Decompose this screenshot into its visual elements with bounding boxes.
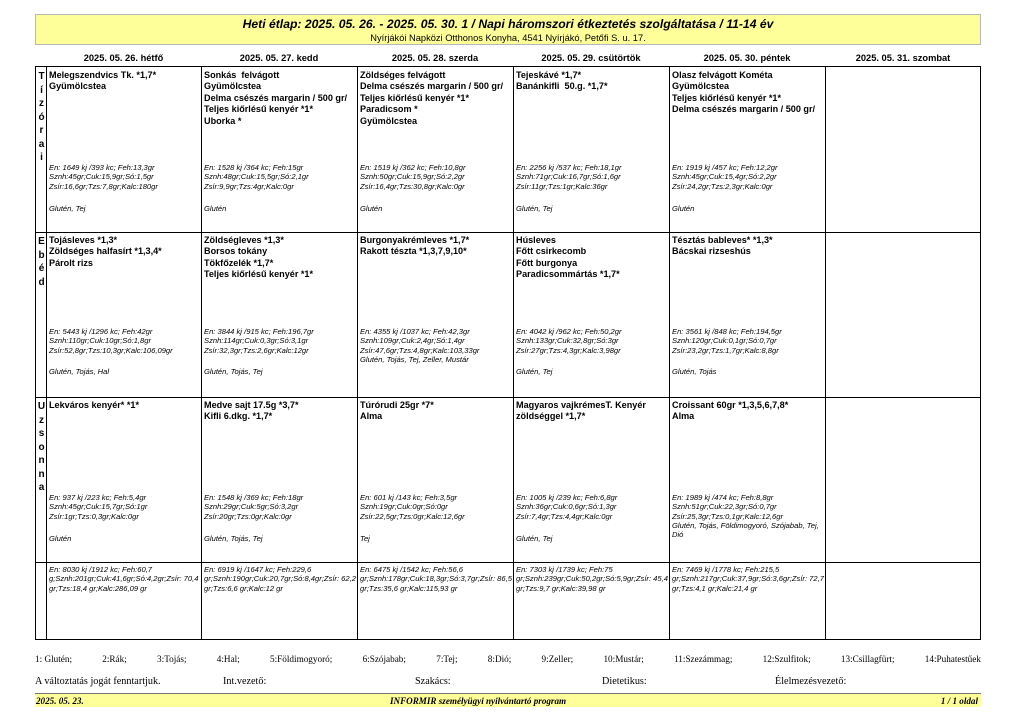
meal-label-letter: o [38,441,45,453]
meal-label-letter: i [40,152,43,163]
meal-label-letter: a [38,482,45,493]
allergen-list: Glutén, Tojás, Tej [204,534,263,543]
nutrition-info: En: 937 kj /223 kc; Feh:5,4gr Sznh:45gr;Cuk:15,7gr;Só:1gr Zsír:1gr;Tzs:0,3gr;Kalc:0gr [49,493,148,521]
dish-list: Croissant 60gr *1,3,5,6,7,8* Alma [672,400,789,422]
dish-list: Túrórudi 25gr *7* Alma [360,400,434,422]
menu-grid [35,66,981,640]
menu-header [35,14,981,45]
dish-list: Tésztás bableves* *1,3* Bácskai rizseshús [672,235,773,257]
allergen-list: Glutén [204,204,227,213]
menu-cell-empty [826,235,981,396]
legend-item: 12:Szulfitok; [762,654,811,664]
nutrition-info: En: 3561 kj /848 kc; Feh:194,5gr Sznh:120gr;Cuk:0,1gr;Só:0,7gr Zsír:23,2gr;Tzs:1,7gr;Kalc:8,8gr [672,327,782,355]
menu-cell [47,70,201,231]
allergen-list: Glutén, Tojás, Tej [204,367,263,376]
dish-list: Tejeskávé *1,7* Banánkifli 50.g. *1,7* [516,70,608,92]
legend-item: 4:Hal; [216,654,240,664]
day-header-tuesday: 2025. 05. 27. kedd [239,53,319,63]
menu-cell [202,70,357,231]
legend-item: 3:Tojás; [157,654,187,664]
legend-item: 6:Szójabab; [362,654,406,664]
daily-total-nutrition: En: 7469 kj /1778 kc; Feh:215,5 gr;Sznh:217gr;Cuk:37,9gr;Só:3,6gr;Zsír: 72,7 gr;Tzs:4,1 gr;Kalc:21,4 gr [672,565,827,593]
meal-label-uzsonna [36,400,47,495]
allergen-list: Glutén, Tojás [672,367,717,376]
nutrition-info: En: 2256 kj /537 kc; Feh:18,1gr Sznh:71gr;Cuk:16,7gr;Só:1,6gr Zsír:11gr;Tzs:1gr;Kalc:36gr [516,163,622,191]
day-header-monday: 2025. 05. 26. hétfő [83,53,164,63]
menu-cell [670,400,825,561]
dish-list: Zöldséges felvágott Delma csészés margarin / 500 gr/ Teljes kiőrlésű kenyér *1* Paradicsom * Gyümölcstea [360,70,504,126]
allergen-list: Glutén, Tej [516,367,553,376]
nutrition-info: En: 1005 kj /239 kc; Feh:6,8gr Sznh:36gr;Cuk:0,6gr;Só:1,3gr Zsír:7,4gr;Tzs:4,4gr;Kalc:0gr [516,493,618,521]
daily-total-cell-empty [826,564,981,604]
day-header-row [35,51,981,65]
menu-cell [514,400,669,561]
dish-list: Burgonyakrémleves *1,7* Rakott tészta *1,3,7,9,10* [360,235,470,257]
allergen-list: Glutén, Tej [516,534,553,543]
daily-total-cell [514,564,669,604]
allergen-list: Glutén, Tojás, Földimogyoró, Szójabab, Tej, Dió [672,521,821,540]
dish-list: Lekváros kenyér* *1* [49,400,139,410]
meal-label-letter: U [37,401,46,412]
legend-item: 2:Rák; [102,654,127,664]
nutrition-info: En: 1528 kj /364 kc; Feh:15gr Sznh:48gr;Cuk:15,5gr;Só:2,1gr Zsír:9,9gr;Tzs:4gr;Kalc:0gr [204,163,309,191]
menu-cell-empty [826,400,981,561]
dish-list: Magyaros vajkrémesT. Kenyér zöldséggel *1,7* [516,400,649,422]
legend-item: 11:Szezámmag; [674,654,733,664]
dish-list: Tojásleves *1,3* Zöldséges halfasírt *1,3,4* Párolt rizs [49,235,162,268]
nutrition-info: En: 1519 kj /362 kc; Feh:10,8gr Sznh:50gr;Cuk:15,9gr;Só:2,2gr Zsír:16,4gr;Tzs:30,8gr;Kalc:0gr [360,163,466,191]
legend-item: 1: Glutén; [35,654,73,664]
dish-list: Medve sajt 17.5g *3,7* Kifli 6.dkg. *1,7* [204,400,299,422]
page-footer [35,693,981,707]
menu-cell [47,400,201,561]
menu-title: Heti étlap: 2025. 05. 26. - 2025. 05. 30. 1 / Napi háromszori étkeztetés szolgáltatása / 11-14 év [242,17,774,31]
meal-label-letter: r [39,125,44,136]
nutrition-info: En: 1989 kj /474 kc; Feh:8,8gr Sznh:51gr;Cuk:22,3gr;Só:0,7gr Zsír:25,3gr;Tzs:0,1gr;Kalc:12,6gr [672,493,783,521]
meal-label-letter: z [39,414,44,426]
menu-cell [358,235,513,396]
nutrition-info: En: 4042 kj /962 kc; Feh:50,2gr Sznh:133gr;Cuk:32,8gr;Só:3gr Zsír:27gr;Tzs:4,3gr;Kalc:3,98gr [516,327,622,355]
daily-total-nutrition: En: 7303 kj /1739 kc; Feh:75 gr;Sznh:239gr;Cuk:50,2gr;Só:5,9gr;Zsír: 45,4 gr;Tzs:9,7 gr;Kalc:39,98 gr [516,565,671,593]
allergen-list: Glutén, Tojás, Hal [49,367,110,376]
allergen-list: Glutén, Tej [49,204,86,213]
catering-head-signature-label: Élelmezésvezető: [775,676,847,687]
legend-item: 8:Dió; [487,654,512,664]
print-date: 2025. 05. 23. [36,696,84,706]
daily-total-cell [202,564,357,604]
nutrition-info: En: 5443 kj /1296 kc; Feh:42gr Sznh:110gr;Cuk:10gr;Só:1,8gr Zsír:52,8gr;Tzs:10,3gr;Kalc:106,09gr [49,327,173,355]
meal-label-letter: T [38,71,45,82]
daily-total-nutrition: En: 6475 kj /1542 kc; Feh:56,6 gr;Sznh:178gr;Cuk:18,3gr;Só:3,7gr;Zsír: 86,5 gr;Tzs:35,6 gr;Kalc:115,93 gr [360,565,515,593]
meal-label-letter: ó [38,111,45,123]
meal-label-letter: z [39,98,44,109]
page-number: 1 / 1 oldal [940,696,978,706]
dish-list: Zöldségleves *1,3* Borsos tokány Tökfőzelék *1,7* Teljes kiőrlésű kenyér *1* [204,235,314,280]
meal-label-letter: s [38,428,45,439]
allergen-list: Glutén, Tojás, Tej, Zeller, Mustár [360,355,469,364]
menu-cell [514,70,669,231]
allergen-list: Glutén [360,204,383,213]
dish-list: Melegszendvics Tk. *1,7* Gyümölcstea [49,70,157,92]
meal-label-letter: d [38,276,45,288]
menu-cell-empty [826,70,981,231]
legend-item: 14:Puhatestűek [924,654,981,664]
legend-item: 5:Földimogyoró; [270,654,333,664]
dietitian-signature-label: Dietetikus: [602,676,647,687]
legend-item: 10:Mustár; [603,654,644,664]
nutrition-info: En: 4355 kj /1037 kc; Feh:42,3gr Sznh:109gr;Cuk:2,4gr;Só:1,4gr Zsír:47,6gr;Tzs:4,8gr;Kalc:103,33gr [360,327,480,355]
daily-total-cell [670,564,825,604]
daily-total-nutrition: En: 8030 kj /1912 kc; Feh:60,7 g;Sznh:201gr;Cuk:41,6gr;Só:4,2gr;Zsír: 70,4 gr;Tzs:18,4 gr;Kalc:286,09 gr [49,565,201,593]
meal-label-ebed [36,235,47,289]
day-header-friday: 2025. 05. 30. péntek [703,53,791,63]
nutrition-info: En: 1919 kj /457 kc; Feh:12,2gr Sznh:45gr;Cuk:15,4gr;Só:2,2gr Zsír:24,2gr;Tzs:2,3gr;Kalc:0gr [672,163,778,191]
meal-label-letter: b [38,249,45,261]
daily-total-cell [47,564,201,604]
day-header-saturday: 2025. 05. 31. szombat [855,53,951,63]
menu-cell [514,235,669,396]
nutrition-info: En: 1548 kj /369 kc; Feh:18gr Sznh:29gr;Cuk:5gr;Só:3,2gr Zsír:20gr;Tzs:0gr;Kalc:0gr [204,493,304,521]
meal-label-tizorai [36,70,47,165]
menu-cell [670,235,825,396]
cook-signature-label: Szakács: [415,676,451,687]
program-name: INFORMIR személyügyi nyilvántartó program [390,696,567,706]
menu-cell [358,400,513,561]
menu-cell [202,400,357,561]
daily-total-cell [358,564,513,604]
allergen-legend [35,654,981,664]
day-header-thursday: 2025. 05. 29. csütörtök [541,53,641,63]
legend-item: 13:Csillagfürt; [840,654,895,664]
nutrition-info: En: 601 kj /143 kc; Feh:3,5gr Sznh:19gr;Cuk:0gr;Só:0gr Zsír:22,5gr;Tzs:0gr;Kalc:12,6gr [360,493,465,521]
daily-total-nutrition: En: 6919 kj /1647 kc; Feh:229,6 gr;Sznh:190gr;Cuk:20,7gr;Só:8,4gr;Zsír: 62,2 gr;Tzs:6,6 gr;Kalc:12 gr [204,565,359,593]
nutrition-info: En: 1649 kj /393 kc; Feh:13,3gr Sznh:45gr;Cuk:15,9gr;Só:1,5gr Zsír:16,6gr;Tzs:7,8gr;Kalc:180gr [49,163,158,191]
corner-cell [35,51,46,65]
menu-cell [47,235,201,396]
meal-label-letter: n [38,468,45,480]
meal-label-letter: E [38,236,45,247]
director-signature-label: Int.vezető: [223,676,267,687]
dish-list: Olasz felvágott Kométa Gyümölcstea Teljes kiőrlésű kenyér *1* Delma csészés margarin / 500 gr/ [672,70,816,115]
menu-cell [670,70,825,231]
meal-label-letter: í [40,84,43,96]
meal-label-letter: a [38,138,45,150]
kitchen-address: Nyírjákói Napközi Otthonos Konyha, 4541 Nyírjákó, Petőfi S. u. 17. [370,33,646,43]
dish-list: Húsleves Főtt csirkecomb Főtt burgonya Paradicsommártás *1,7* [516,235,620,280]
nutrition-info: En: 3844 kj /915 kc; Feh:196,7gr Sznh:114gr;Cuk:0,3gr;Só:3,1gr Zsír:32,3gr;Tzs:2,6gr;Kalc:12gr [204,327,314,355]
allergen-list: Tej [360,534,370,543]
dish-list: Sonkás felvágott Gyümölcstea Delma csészés margarin / 500 gr/ Teljes kiőrlésű kenyér *1* Uborka * [204,70,348,126]
allergen-list: Glutén [672,204,695,213]
legend-item: 7:Tej; [436,654,458,664]
rights-reserved-note: A változtatás jogát fenntartjuk. [35,676,161,687]
meal-label-letter: é [38,263,45,274]
menu-cell [358,70,513,231]
allergen-list: Glutén [49,534,72,543]
allergen-list: Glutén, Tej [516,204,553,213]
day-header-wednesday: 2025. 05. 28. szerda [391,53,479,63]
menu-cell [202,235,357,396]
legend-item: 9:Zeller; [541,654,574,664]
meal-label-letter: n [38,455,45,466]
